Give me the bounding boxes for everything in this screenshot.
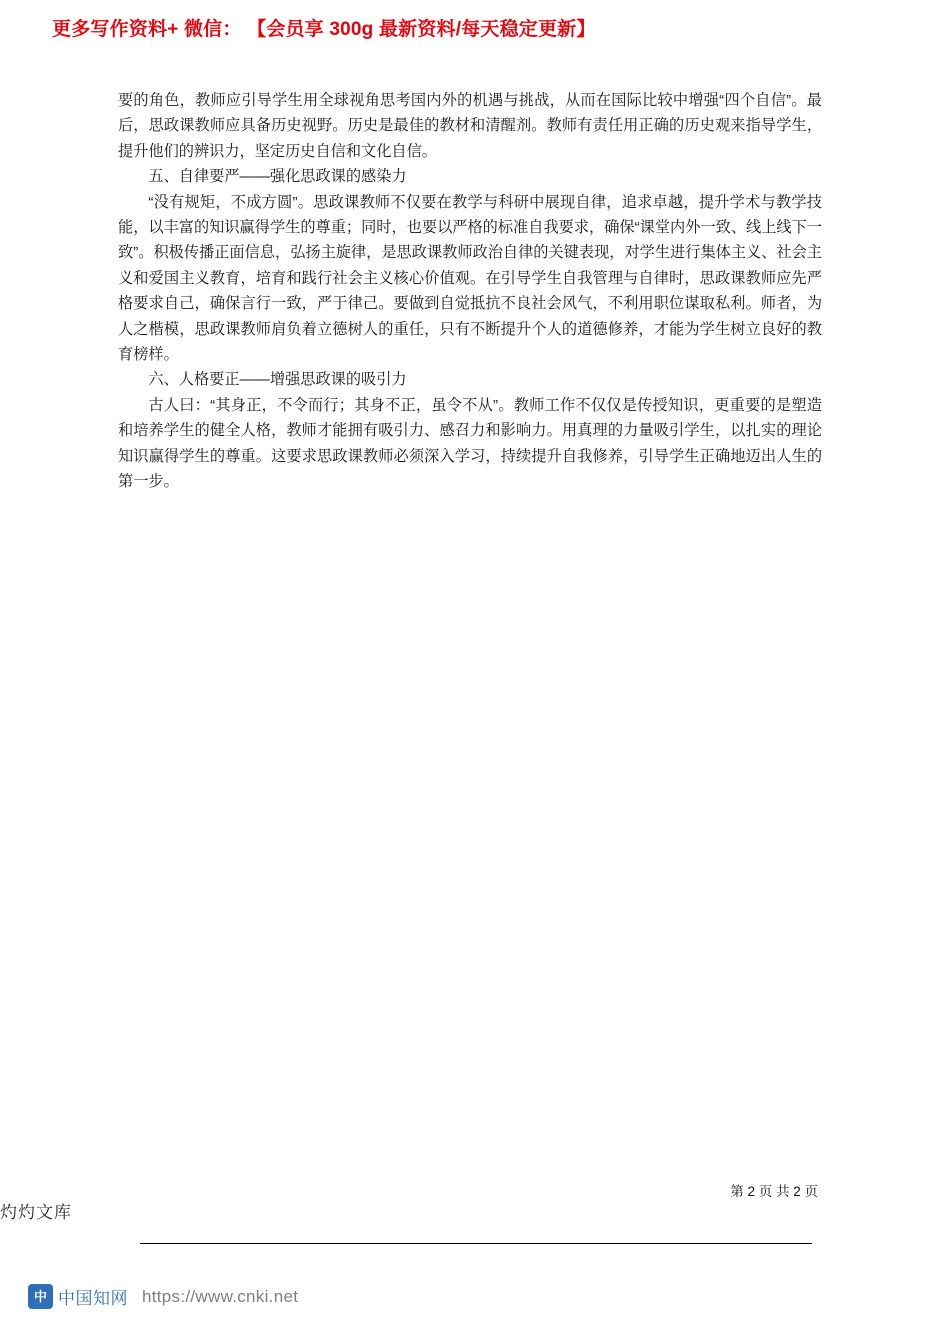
document-text-body <box>118 88 822 495</box>
section-heading-six: 六、人格要正——增强思政课的吸引力 <box>148 371 407 389</box>
cnki-url-link[interactable]: https://www.cnki.net <box>142 1286 299 1306</box>
cnki-badge-icon: 中 <box>28 1284 53 1309</box>
section-heading-five: 五、自律要严——强化思政课的感染力 <box>148 168 407 186</box>
paragraph-continuation: 要的角色，教师应引导学生用全球视角思考国内外的机遇与挑战，从而在国际比较中增强“四个自信”。最后，思政课教师应具备历史视野。历史是最佳的教材和清醒剂。教师有责任用正确的历史观来指导学生，提升他们的辨识力，坚定历史自信和文化自信。 <box>118 92 822 160</box>
cnki-logo <box>28 1284 128 1309</box>
footer-divider <box>140 1243 812 1244</box>
paragraph-section-six: 古人曰：“其身正，不令而行；其身不正，虽令不从”。教师工作不仅仅是传授知识，更重要的是塑造和培养学生的健全人格，教师才能拥有吸引力、感召力和影响力。用真理的力量吸引学生，以扎实的理论知识赢得学生的尊重。这要求思政课教师必须深入学习，持续提升自我修养，引导学生正确地迈出人生的第一步。 <box>118 396 822 491</box>
library-watermark: 灼灼文库 <box>0 1203 72 1222</box>
paragraph-section-five: “没有规矩，不成方圆”。思政课教师不仅要在教学与科研中展现自律，追求卓越，提升学术与教学技能，以丰富的知识赢得学生的尊重；同时，也要以严格的标准自我要求，确保“课堂内外一致、线上线下一致”。积极传播正面信息，弘扬主旋律，是思政课教师政治自律的关键表现，对学生进行集体主义、社会主义和爱国主义教育，培育和践行社会主义核心价值观。在引导学生自我管理与自律时，思政课教师应先严格要求自己，确保言行一致，严于律己。要做到自觉抵抗不良社会风气，不利用职位谋取私利。师者，为人之楷模，思政课教师肩负着立德树人的重任，只有不断提升个人的道德修养，才能为学生树立良好的教育榜样。 <box>118 193 822 364</box>
page-number: 第 2 页 共 2 页 <box>730 1184 818 1199</box>
cnki-name-label: 中国知网 <box>58 1289 128 1308</box>
promo-banner-left-text: 更多写作资料+ 微信： <box>52 19 242 40</box>
cnki-footer <box>28 1284 298 1309</box>
promo-banner-highlight-text: 【会员享 300g 最新资料/每天稳定更新】 <box>247 19 596 40</box>
promo-banner <box>52 14 596 41</box>
